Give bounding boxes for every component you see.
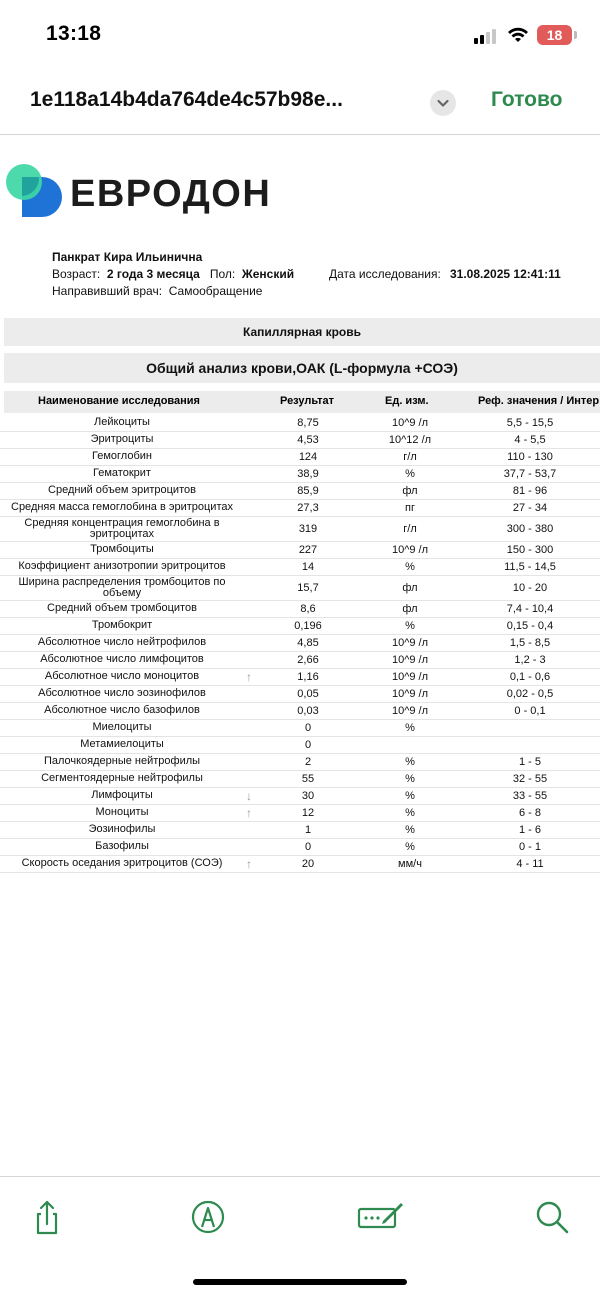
- table-row: [0, 499, 600, 517]
- flag-icon: [240, 600, 258, 617]
- test-name-cell: Миелоциты: [92, 721, 152, 733]
- unit-cell: мм/ч: [398, 857, 422, 870]
- unit-cell: 10^9 /л: [391, 687, 429, 700]
- result-cell: 0: [304, 721, 312, 734]
- flag-icon: [240, 753, 258, 770]
- unit-cell: 10^9 /л: [391, 636, 429, 649]
- test-name-cell: Абсолютное число эозинофилов: [38, 687, 206, 699]
- pdf-document: [0, 135, 600, 1175]
- reference-cell: 32 - 55: [512, 772, 548, 785]
- reference-cell: [460, 736, 600, 753]
- done-button[interactable]: Готово: [491, 88, 563, 111]
- document-nav-bar: [0, 70, 600, 135]
- flag-icon: [240, 719, 258, 736]
- markup-button[interactable]: [188, 1197, 228, 1237]
- reference-cell: [460, 719, 600, 736]
- unit-cell: 10^9 /л: [391, 704, 429, 717]
- flag-icon: [240, 651, 258, 668]
- doctor-label: Направивший врач:: [52, 284, 163, 298]
- table-row: [0, 702, 600, 720]
- brand-name: ЕВРОДОН: [70, 173, 272, 215]
- test-name-cell: Лимфоциты: [91, 789, 153, 801]
- reference-cell: 37,7 - 53,7: [503, 467, 557, 480]
- flag-icon: [240, 634, 258, 651]
- date-label: Дата исследования:: [329, 267, 441, 281]
- result-cell: 1: [304, 823, 312, 836]
- flag-icon: [240, 617, 258, 634]
- reference-cell: 1,5 - 8,5: [509, 636, 551, 649]
- doctor-value: Самообращение: [168, 284, 263, 298]
- patient-name: Панкрат Кира Ильинична: [52, 250, 203, 264]
- unit-cell: %: [405, 789, 415, 802]
- unit-cell: %: [405, 721, 415, 734]
- reference-cell: 300 - 380: [506, 522, 554, 535]
- unit-cell: %: [405, 806, 415, 819]
- test-name-cell: Коэффициент анизотропии эритроцитов: [18, 560, 226, 572]
- result-cell: 0: [304, 738, 312, 751]
- table-row: [0, 668, 600, 686]
- chevron-down-icon: [430, 90, 456, 116]
- unit-cell: %: [405, 560, 415, 573]
- table-row: [0, 600, 600, 618]
- flag-icon: [240, 685, 258, 702]
- test-name-cell: Лейкоциты: [94, 416, 150, 428]
- result-cell: 124: [298, 450, 318, 463]
- flag-icon: [240, 516, 258, 541]
- unit-cell: %: [405, 840, 415, 853]
- age-label: Возраст:: [52, 267, 101, 281]
- share-button[interactable]: [27, 1197, 67, 1237]
- wifi-icon: [506, 25, 530, 45]
- test-name-cell: Базофилы: [95, 840, 149, 852]
- table-row: [0, 838, 600, 856]
- result-cell: 85,9: [297, 484, 319, 497]
- unit-cell: г/л: [403, 522, 417, 535]
- patient-info-line: [52, 267, 592, 281]
- flag-icon: [240, 448, 258, 465]
- table-row: [0, 787, 600, 805]
- test-name-cell: Ширина распределения тромбоцитов по объему: [18, 575, 226, 599]
- table-row: [0, 448, 600, 466]
- age-value: 2 года 3 месяца: [106, 267, 200, 281]
- test-name-cell: Средний объем эритроцитов: [48, 484, 196, 496]
- reference-cell: 6 - 8: [518, 806, 541, 819]
- table-row: [0, 855, 600, 873]
- flag-icon: ↑: [246, 669, 252, 684]
- flag-icon: [240, 465, 258, 482]
- home-indicator: [193, 1279, 407, 1285]
- table-row: [0, 719, 600, 737]
- result-cell: 0,05: [297, 687, 319, 700]
- flag-icon: ↑: [246, 856, 252, 871]
- result-cell: 8,6: [300, 602, 316, 615]
- header-ref: Реф. значения / Интер: [478, 395, 600, 407]
- reference-cell: 10 - 20: [512, 581, 548, 594]
- evrodon-logo-icon: [6, 161, 66, 223]
- result-cell: 55: [301, 772, 315, 785]
- cellular-signal-icon: [474, 28, 500, 44]
- result-cell: 38,9: [297, 467, 319, 480]
- test-name-cell: Гематокрит: [93, 467, 151, 479]
- table-row: [0, 516, 600, 542]
- result-cell: 1,16: [297, 670, 319, 683]
- signature-button[interactable]: [357, 1197, 405, 1237]
- unit-cell: фл: [402, 484, 418, 497]
- unit-cell: фл: [402, 602, 418, 615]
- table-row: [0, 821, 600, 839]
- result-cell: 15,7: [297, 581, 319, 594]
- test-name-cell: Тромбокрит: [91, 619, 153, 631]
- reference-cell: 5,5 - 15,5: [506, 416, 554, 429]
- flag-icon: [240, 558, 258, 575]
- flag-icon: ↑: [246, 805, 252, 820]
- unit-cell: %: [405, 467, 415, 480]
- table-header: [4, 391, 600, 413]
- reference-cell: 0,15 - 0,4: [506, 619, 554, 632]
- share-icon: [27, 1197, 67, 1237]
- flag-icon: [240, 499, 258, 516]
- sex-value: Женский: [241, 267, 295, 281]
- result-cell: 2: [304, 755, 312, 768]
- reference-cell: 110 - 130: [507, 450, 553, 463]
- result-cell: 0,03: [297, 704, 319, 717]
- battery-indicator: 18: [537, 25, 572, 45]
- flag-icon: [240, 838, 258, 855]
- flag-icon: [240, 702, 258, 719]
- unit-cell: г/л: [403, 450, 417, 463]
- reference-cell: 1 - 6: [518, 823, 541, 836]
- table-row: [0, 804, 600, 822]
- reference-cell: 0 - 1: [518, 840, 541, 853]
- table-row: [0, 575, 600, 601]
- reference-cell: 33 - 55: [512, 789, 548, 802]
- unit-cell: пг: [405, 501, 415, 514]
- flag-icon: [240, 770, 258, 787]
- flag-icon: [240, 431, 258, 448]
- unit-cell: фл: [402, 581, 418, 594]
- test-name-cell: Средний объем тромбоцитов: [47, 602, 197, 614]
- search-button[interactable]: [532, 1197, 572, 1237]
- test-name-cell: Абсолютное число лимфоцитов: [40, 653, 204, 665]
- search-icon: [532, 1197, 572, 1237]
- result-cell: 0: [304, 840, 312, 853]
- reference-cell: 7,4 - 10,4: [506, 602, 554, 615]
- result-cell: 4,85: [297, 636, 319, 649]
- unit-cell: [360, 736, 460, 753]
- test-name-cell: Абсолютное число нейтрофилов: [37, 636, 207, 648]
- test-name-cell: Абсолютное число базофилов: [44, 704, 200, 716]
- sex-label: Пол:: [209, 267, 236, 281]
- result-cell: 20: [301, 857, 315, 870]
- test-name-cell: Гемоглобин: [92, 450, 152, 462]
- test-name-cell: Палочкоядерные нейтрофилы: [43, 755, 201, 767]
- table-row: [0, 541, 600, 559]
- date-value: 31.08.2025 12:41:11: [450, 267, 561, 281]
- battery-tip: [574, 31, 577, 39]
- result-cell: 0,196: [294, 619, 322, 632]
- reference-cell: 1,2 - 3: [514, 653, 546, 666]
- table-row: [0, 465, 600, 483]
- table-row: [0, 558, 600, 576]
- unit-cell: %: [405, 772, 415, 785]
- flag-icon: [240, 736, 258, 753]
- test-name-cell: Скорость оседания эритроцитов (СОЭ): [21, 857, 223, 869]
- reference-cell: 0,02 - 0,5: [506, 687, 554, 700]
- test-name: Общий анализ крови,ОАК (L-формула +СОЭ): [4, 353, 600, 383]
- reference-cell: 4 - 5,5: [514, 433, 546, 446]
- flag-icon: [240, 482, 258, 499]
- table-row: [0, 770, 600, 788]
- signature-icon: [357, 1197, 405, 1237]
- unit-cell: 10^9 /л: [391, 416, 429, 429]
- test-name-cell: Сегментоядерные нейтрофилы: [41, 772, 203, 784]
- reference-cell: 81 - 96: [512, 484, 548, 497]
- test-name-cell: Эритроциты: [90, 433, 154, 445]
- unit-cell: %: [405, 619, 415, 632]
- header-name: Наименование исследования: [38, 395, 200, 407]
- reference-cell: 4 - 11: [516, 857, 544, 870]
- table-row: [0, 753, 600, 771]
- sample-type: Капиллярная кровь: [4, 318, 600, 346]
- test-name-cell: Моноциты: [95, 806, 149, 818]
- table-row: [0, 651, 600, 669]
- status-bar: [0, 0, 600, 70]
- table-row: [0, 414, 600, 432]
- flag-icon: ↓: [246, 788, 252, 803]
- table-row: [0, 482, 600, 500]
- table-row: [0, 634, 600, 652]
- test-name-cell: Средняя масса гемоглобина в эритроцитах: [11, 501, 233, 513]
- reference-cell: 0 - 0,1: [514, 704, 546, 717]
- flag-icon: [240, 541, 258, 558]
- table-row: [0, 685, 600, 703]
- result-cell: 227: [298, 543, 318, 556]
- reference-cell: 27 - 34: [512, 501, 548, 514]
- unit-cell: 10^9 /л: [391, 543, 429, 556]
- flag-icon: [240, 575, 258, 600]
- unit-cell: %: [405, 755, 415, 768]
- title-menu-button[interactable]: [430, 90, 456, 116]
- test-name-cell: Метамиелоциты: [80, 738, 164, 750]
- table-row: [0, 431, 600, 449]
- result-cell: 4,53: [297, 433, 319, 446]
- flag-icon: [240, 821, 258, 838]
- table-row: [0, 736, 600, 754]
- flag-icon: [240, 414, 258, 431]
- test-name-cell: Абсолютное число моноцитов: [44, 670, 200, 682]
- unit-cell: 10^12 /л: [388, 433, 432, 446]
- test-name-cell: Средняя концентрация гемоглобина в эритроцитах: [24, 516, 220, 540]
- reference-cell: 11,5 - 14,5: [504, 560, 556, 573]
- test-name-cell: Эозинофилы: [88, 823, 156, 835]
- test-name-cell: Тромбоциты: [90, 543, 154, 555]
- table-row: [0, 617, 600, 635]
- markup-icon: [188, 1197, 228, 1237]
- result-cell: 8,75: [297, 416, 319, 429]
- result-cell: 14: [301, 560, 315, 573]
- result-cell: 27,3: [297, 501, 319, 514]
- result-cell: 319: [298, 522, 318, 535]
- reference-cell: 1 - 5: [518, 755, 541, 768]
- referring-doctor-line: [52, 284, 262, 298]
- result-cell: 12: [301, 806, 315, 819]
- result-cell: 30: [301, 789, 315, 802]
- status-time: 13:18: [46, 22, 102, 45]
- unit-cell: 10^9 /л: [391, 670, 429, 683]
- header-result: Результат: [280, 395, 335, 407]
- document-title[interactable]: 1e118a14b4da764de4c57b98e...: [30, 88, 343, 111]
- header-unit: Ед. изм.: [385, 395, 429, 407]
- unit-cell: %: [405, 823, 415, 836]
- reference-cell: 0,1 - 0,6: [509, 670, 551, 683]
- unit-cell: 10^9 /л: [391, 653, 429, 666]
- result-cell: 2,66: [297, 653, 319, 666]
- reference-cell: 150 - 300: [506, 543, 554, 556]
